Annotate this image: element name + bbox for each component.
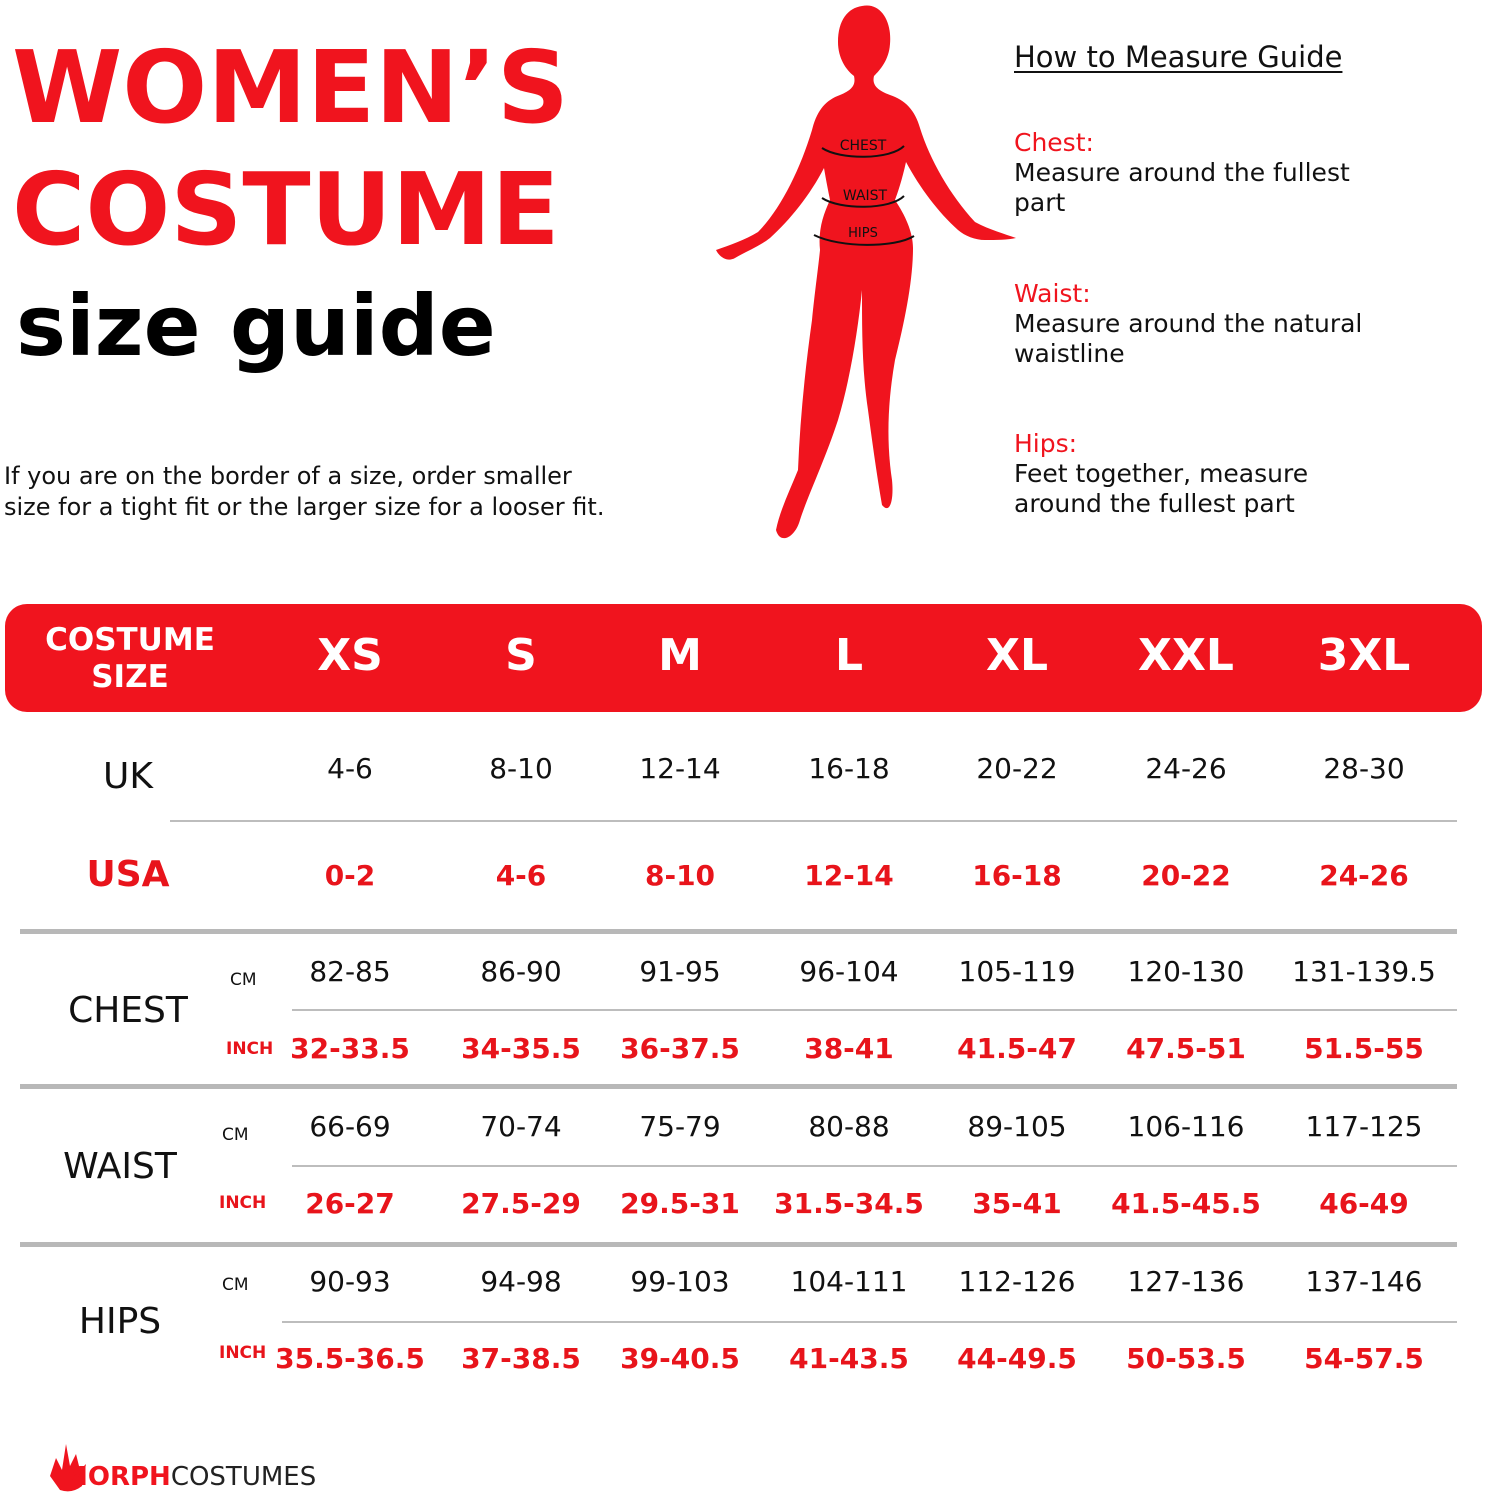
title-size-guide: size guide — [16, 277, 496, 375]
header-size-xxl: XXL — [1138, 630, 1234, 681]
hips-inch-xxl: 50-53.5 — [1126, 1342, 1246, 1375]
row-label-waist: WAIST — [63, 1146, 177, 1187]
hips-cm-xl: 112-126 — [958, 1265, 1076, 1298]
hips-cm-xxl: 127-136 — [1127, 1265, 1245, 1298]
waist-inch-s: 27.5-29 — [461, 1187, 581, 1220]
uk-3xl: 28-30 — [1323, 752, 1405, 785]
hips-cm-3xl: 137-146 — [1305, 1265, 1423, 1298]
chest-cm-unit: CM — [230, 970, 257, 990]
guide-waist — [1014, 279, 1362, 369]
waist-cm-s: 70-74 — [480, 1110, 562, 1143]
usa-xxl: 20-22 — [1141, 859, 1231, 892]
chest-inch-m: 36-37.5 — [620, 1032, 740, 1065]
row-label-hips: HIPS — [78, 1301, 162, 1342]
header-label-line2: SIZE — [91, 659, 169, 695]
usa-s: 4-6 — [495, 859, 547, 892]
divider-chest-waist — [20, 1084, 1457, 1089]
divider-uk-usa — [170, 820, 1457, 822]
waist-inch-unit: INCH — [219, 1193, 267, 1213]
logo-text — [62, 1462, 316, 1492]
chest-cm-xl: 105-119 — [958, 955, 1076, 988]
hips-cm-xs: 90-93 — [309, 1265, 391, 1298]
uk-xxl: 24-26 — [1145, 752, 1227, 785]
waist-inch-m: 29.5-31 — [620, 1187, 740, 1220]
fit-note-line1: If you are on the border of a size, order smaller — [4, 462, 572, 490]
title-womens: WOMEN’S — [12, 29, 569, 146]
figure-waist-label: WAIST — [842, 188, 888, 204]
divider-waist-hips — [20, 1242, 1457, 1247]
guide-waist-desc-line2: waistline — [1014, 339, 1125, 368]
divider-waist-cm-inch — [292, 1165, 1457, 1167]
header-label-line1: COSTUME — [45, 622, 215, 658]
chest-cm-xs: 82-85 — [309, 955, 391, 988]
waist-inch-xxl: 41.5-45.5 — [1111, 1187, 1261, 1220]
header-costume-size-label — [40, 622, 220, 696]
header-size-xs: XS — [317, 630, 383, 681]
chest-inch-unit: INCH — [226, 1039, 274, 1059]
waist-cm-xl: 89-105 — [967, 1110, 1067, 1143]
chest-cm-s: 86-90 — [480, 955, 562, 988]
uk-s: 8-10 — [489, 752, 553, 785]
row-label-uk: UK — [103, 756, 153, 797]
chest-inch-s: 34-35.5 — [461, 1032, 581, 1065]
usa-l: 12-14 — [804, 859, 894, 892]
fit-note-line2: size for a tight fit or the larger size for a looser fit. — [4, 493, 605, 521]
waist-inch-l: 31.5-34.5 — [774, 1187, 924, 1220]
uk-l: 16-18 — [808, 752, 890, 785]
guide-hips-label: Hips: — [1014, 429, 1078, 458]
hips-inch-xl: 44-49.5 — [957, 1342, 1077, 1375]
measure-guide-title: How to Measure Guide — [1014, 40, 1343, 74]
waist-cm-xs: 66-69 — [309, 1110, 391, 1143]
guide-hips-desc-line1: Feet together, measure — [1014, 459, 1309, 488]
chest-cm-3xl: 131-139.5 — [1292, 955, 1436, 988]
uk-m: 12-14 — [639, 752, 721, 785]
hips-inch-m: 39-40.5 — [620, 1342, 740, 1375]
row-label-chest: CHEST — [68, 990, 188, 1031]
chest-inch-xl: 41.5-47 — [957, 1032, 1077, 1065]
hips-cm-l: 104-111 — [790, 1265, 908, 1298]
header-size-xl: XL — [986, 630, 1048, 681]
header-size-s: S — [505, 630, 537, 681]
waist-inch-xl: 35-41 — [972, 1187, 1062, 1220]
divider-usa-chest — [20, 929, 1457, 934]
waist-cm-3xl: 117-125 — [1305, 1110, 1423, 1143]
guide-chest — [1014, 128, 1350, 218]
logo-text-morph: MORPH — [62, 1462, 171, 1492]
usa-m: 8-10 — [644, 859, 716, 892]
uk-xs: 4-6 — [327, 752, 373, 785]
guide-hips-desc-line2: around the fullest part — [1014, 489, 1295, 518]
divider-chest-cm-inch — [292, 1009, 1457, 1011]
usa-xs: 0-2 — [324, 859, 376, 892]
chest-cm-xxl: 120-130 — [1127, 955, 1245, 988]
hips-cm-unit: CM — [222, 1275, 249, 1295]
hips-inch-3xl: 54-57.5 — [1304, 1342, 1424, 1375]
chest-cm-l: 96-104 — [799, 955, 899, 988]
title-costume: COSTUME — [12, 151, 560, 268]
hips-cm-m: 99-103 — [630, 1265, 730, 1298]
waist-inch-xs: 26-27 — [305, 1187, 395, 1220]
uk-xl: 20-22 — [976, 752, 1058, 785]
guide-waist-label: Waist: — [1014, 279, 1091, 308]
hips-inch-xs: 35.5-36.5 — [275, 1342, 425, 1375]
header-size-l: L — [834, 630, 864, 681]
waist-cm-unit: CM — [222, 1125, 249, 1145]
hips-inch-unit: INCH — [219, 1343, 267, 1363]
guide-chest-desc-line1: Measure around the fullest — [1014, 158, 1350, 187]
usa-xl: 16-18 — [972, 859, 1062, 892]
chest-inch-3xl: 51.5-55 — [1304, 1032, 1424, 1065]
guide-hips — [1014, 429, 1308, 519]
hips-inch-l: 41-43.5 — [789, 1342, 909, 1375]
waist-cm-xxl: 106-116 — [1127, 1110, 1245, 1143]
chest-inch-l: 38-41 — [804, 1032, 894, 1065]
size-header-bar — [5, 604, 1482, 712]
waist-cm-m: 75-79 — [639, 1110, 721, 1143]
guide-waist-desc-line1: Measure around the natural — [1014, 309, 1363, 338]
header-size-m: M — [658, 630, 702, 681]
chest-cm-m: 91-95 — [639, 955, 721, 988]
guide-chest-label: Chest: — [1014, 128, 1094, 157]
fit-note — [4, 461, 604, 523]
row-label-usa: USA — [86, 854, 170, 895]
chest-inch-xxl: 47.5-51 — [1126, 1032, 1246, 1065]
header-size-3xl: 3XL — [1317, 630, 1411, 681]
waist-inch-3xl: 46-49 — [1319, 1187, 1409, 1220]
guide-chest-desc-line2: part — [1014, 188, 1066, 217]
usa-3xl: 24-26 — [1319, 859, 1409, 892]
logo-text-costumes: COSTUMES — [170, 1462, 317, 1492]
divider-hips-cm-inch — [282, 1321, 1457, 1323]
chest-inch-xs: 32-33.5 — [290, 1032, 410, 1065]
hips-cm-s: 94-98 — [480, 1265, 562, 1298]
figure-hips-label: HIPS — [848, 226, 878, 241]
woman-silhouette-icon — [700, 0, 1030, 550]
figure-chest-label: CHEST — [839, 138, 887, 154]
waist-cm-l: 80-88 — [808, 1110, 890, 1143]
hips-inch-s: 37-38.5 — [461, 1342, 581, 1375]
